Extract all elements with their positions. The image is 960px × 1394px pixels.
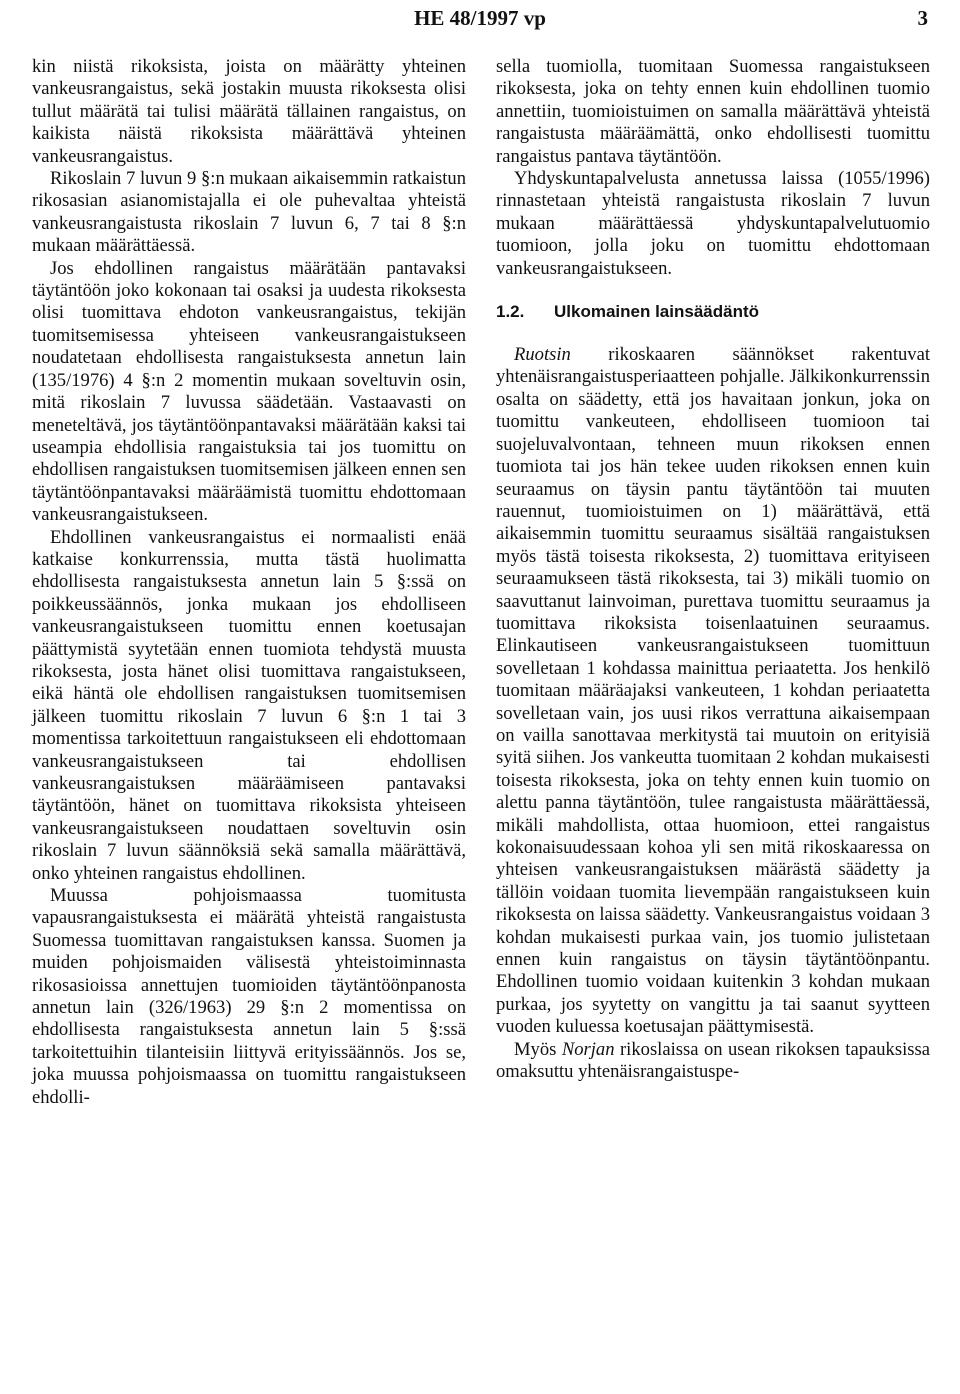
paragraph-text: rikoskaaren säännökset rakentuvat yhtenäisrangaistusperiaatteen pohjalle. Jälkikonkurrenssin osalta on säädetty, että jos havaitaan jonkun, joka on tuomittu vankeuteen, ehdolliseen tuomioon tai suojeluvalvontaan, tehneen muun rikoksen ennen tuomiota tai jos hän tekee uuden rikoksen ennen kuin seuraamus on täysin pantu täytäntöön tai muuten rauennut, tuomioistuimen on 1) määrättävä, että aikaisemmin tuomittu seuraamus sisältää rangaistuksen myös tästä toisesta rikoksesta, 2) tuomittava erityiseen seuraamukseen tästä rikoksesta, tai 3) mikäli tuomio on saavuttanut lainvoiman, purettava tuomittu seuraamus ja tuomittava rikoksista toisenlaatuinen seuraamus. Elinkautiseen vankeusrangaistukseen tuomittuun sovelletaan 1 kohdassa mainittua periaatetta. Jos henkilö tuomitaan määräajaksi vankeuteen, 1 kohdan periaatetta sovelletaan vain, jos uusi rikos verrattuna aikaisempaan on vailla sanottavaa merkitystä tai muutoin on erityisiä syitä siihen. Jos vankeutta tuomitaan 2 kohdan mukaisesti toisesta rikoksesta, joka on tehty ennen kuin tuomio on alettu panna täytäntöön, tulee rangaistusta määrättäessä, mikäli mahdollista, ottaa huomioon, ettei rangaistus kokonaisuudessaan kohoa yli sen mitä rikoskaaressa on yhteisen vankeusrangaistuksen määrästä säädetty ja tällöin voidaan tuomita lievempään rangaistukseen kuin rikoksesta on laissa säädetty. Vankeusrangaistus voidaan 3 kohdan mukaisesti purkaa vain, jos tuomio julistetaan ennen kuin rangaistus on täysin täytäntöönpantu. Ehdollinen tuomio voidaan kuitenkin 3 kohdan mukaan purkaa, jos syytetty on vangittu ja tai saanut syytteen vuoden kuluessa koetusajan päättymisestä.	[496, 344, 930, 1038]
paragraph: Ehdollinen vankeusrangaistus ei normaalisti enää katkaise konkurrenssia, mutta tästä huolimatta ehdollisesta rangaistuksesta annetun lain 5 §:ssä on poikkeussäännös, jonka mukaan jos ehdolliseen vankeusrangaistukseen tuomittu ennen koetusajan päättymistä syytetään ennen tuomiota tehdystä muusta rikoksesta, josta hänet olisi tuomittava rangaistukseen, eikä häntä ole ehdollisen rangaistuksen tuomitsemisen jälkeen tuomittu rikoslain 7 luvun 6 §:n 1 tai 3 momentissa tarkoitettuun rangaistukseen eli ehdottomaan vankeusrangaistukseen tai ehdollisen vankeusrangaistuksen määräämiseen pantavaksi täytäntöön, hänet on tuomittava rikoksista yhteiseen vankeusrangaistukseen noudattaen soveltuvin osin rikoslain 7 luvun säännöksiä sekä samalla määrättävä, onko yhteinen rangaistus ehdollinen.	[32, 526, 466, 884]
paragraph: Rikoslain 7 luvun 9 §:n mukaan aikaisemmin ratkaistun rikosasian asianomistajalla ei ole puhevaltaa yhteistä vankeusrangaistusta rikoslain 7 luvun 6, 7 tai 8 §:n mukaan määrättäessä.	[32, 168, 466, 257]
right-column	[496, 56, 930, 1083]
paragraph-text: Myös	[514, 1038, 562, 1060]
paragraph: kin niistä rikoksista, joista on määrätty yhteinen vankeusrangaistus, sekä jostakin muusta rikoksesta olisi tullut määrätä tai tulisi määrätä tällainen rangaistus, on kaikista näistä rikoksista määrättävä yhteinen vankeusrangaistus.	[32, 56, 466, 167]
page-number: 3	[917, 6, 928, 30]
paragraph: Yhdyskuntapalvelusta annetussa laissa (1055/1996) rinnastetaan yhteistä rangaistusta rikoslain 7 luvun mukaan määrättäessä yhdyskuntapalvelutuomio tuomioon, jolla joku on tuomittu ehdottomaan vankeusrangaistukseen.	[496, 168, 930, 279]
page-header	[0, 4, 960, 34]
document-title: HE 48/1997 vp	[414, 6, 546, 30]
section-heading	[496, 302, 930, 322]
paragraph: Jos ehdollinen rangaistus määrätään pantavaksi täytäntöön joko kokonaan tai osaksi ja uudesta rikoksesta olisi tuomittava ehdoton vankeusrangaistus, tekijän tuomitsemisessa yhteiseen vankeusrangaistukseen noudatetaan ehdollisesta rangaistuksesta annetun lain (135/1976) 4 §:n 2 momentin mukaan soveltuvin osin, mitä rikoslain 7 luvussa säädetään. Vastaavasti on meneteltävä, jos täytäntöönpantavaksi määrätään kaksi tai useampia ehdollisia rangaistuksia tai jos tuomittu on ehdollisen rangaistuksen tuomitsemisen jälkeen ennen sen täytäntöönpantavaksi määräämistä tuomittu ehdottomaan vankeusrangaistukseen.	[32, 257, 466, 526]
paragraph: Muussa pohjoismaassa tuomitusta vapausrangaistuksesta ei määrätä yhteistä rangaistusta Suomessa tuomittavan rangaistuksen kanssa. Suomen ja muiden pohjoismaiden välisestä yhteistoiminnasta rikosasioissa annettujen tuomioiden täytäntöönpanosta annetun lain (326/1963) 29 §:n 2 momentissa on ehdollisesta rangaistuksesta annetun lain 5 §:ssä tarkoitettuihin tilanteisiin liittyvä erityissäännös. Jos se, joka muussa pohjoismaassa on tuomittu rangaistukseen ehdolli-	[32, 885, 466, 1108]
paragraph: sella tuomiolla, tuomitaan Suomessa rangaistukseen rikoksesta, joka on tehty ennen kuin ehdollinen tuomio annettiin, tuomioistuimen on samalla määrättävä yhteistä rangaistusta määräämättä, onko ehdollisesti tuomittu rangaistus pantava täytäntöön.	[496, 56, 930, 167]
paragraph	[496, 1039, 930, 1084]
section-title: Ulkomainen lainsäädäntö	[554, 302, 759, 322]
left-column	[32, 56, 466, 1109]
country-name: Norjan	[561, 1038, 615, 1060]
section-number: 1.2.	[496, 302, 525, 322]
paragraph	[496, 344, 930, 1039]
paragraph-text: rikoslaissa on usean rikoksen tapauksissa omaksuttu yhtenäisrangaistuspe-	[496, 1038, 930, 1083]
country-name: Ruotsin	[514, 344, 571, 366]
